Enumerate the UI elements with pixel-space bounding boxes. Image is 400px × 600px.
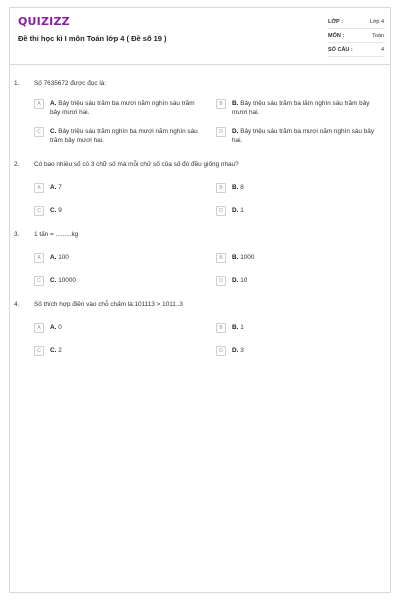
- option-text: 1: [240, 207, 244, 214]
- meta-row-count: [328, 43, 384, 57]
- option-letter-box: C: [34, 346, 44, 356]
- option-prefix: A.: [50, 100, 57, 107]
- option-prefix: C.: [50, 347, 57, 354]
- option-letter-box: D: [216, 206, 226, 216]
- option-letter-box: D: [216, 127, 226, 137]
- option-c[interactable]: [34, 206, 204, 216]
- option-letter-box: D: [216, 276, 226, 286]
- option-letter-box: C: [34, 206, 44, 216]
- question-number: 1.: [14, 80, 20, 87]
- option-b[interactable]: [216, 253, 386, 263]
- option-text: Bảy triệu sáu trăm ba mươi năm nghìn sáu bảy hai.: [232, 128, 375, 144]
- option-d[interactable]: [216, 346, 386, 356]
- question-number: 3.: [14, 231, 20, 238]
- option-letter-box: D: [216, 346, 226, 356]
- question-text: Có bao nhiêu số có 3 chữ số mà mỗi chữ số của số đó đều giống nhau?: [34, 161, 239, 168]
- option-b[interactable]: [216, 183, 386, 193]
- option-prefix: A.: [50, 254, 57, 261]
- option-text: 10000: [58, 277, 76, 284]
- option-c[interactable]: [34, 346, 204, 356]
- option-prefix: C.: [50, 207, 57, 214]
- option-prefix: C.: [50, 277, 57, 284]
- option-letter-box: A: [34, 99, 44, 109]
- option-text: Bảy triệu sáu trăm nghìn ba mươi năm nghìn sáu trăm bảy mươi hai.: [50, 128, 198, 144]
- option-d[interactable]: [216, 206, 386, 216]
- option-letter-box: B: [216, 99, 226, 109]
- option-prefix: C.: [50, 128, 57, 135]
- worksheet-page: [9, 7, 391, 593]
- question-text: 1 tấn = .........kg: [34, 231, 79, 238]
- option-d[interactable]: [216, 276, 386, 286]
- meta-value: Lớp 4: [369, 18, 384, 25]
- question-text: Số thích hợp điền vào chỗ chấm là:101113 > 1011..3: [34, 301, 183, 308]
- option-b[interactable]: [216, 99, 386, 117]
- question-number: 4.: [14, 301, 20, 308]
- meta-key: MÔN :: [328, 32, 345, 39]
- option-text: 0: [58, 324, 62, 331]
- option-a[interactable]: [34, 183, 204, 193]
- option-letter-box: B: [216, 253, 226, 263]
- option-prefix: B.: [232, 100, 239, 107]
- option-text: 10: [240, 277, 248, 284]
- meta-value: Toán: [372, 32, 384, 39]
- question-text: Số 7635672 được đọc là:: [34, 80, 107, 87]
- option-prefix: D.: [232, 128, 239, 135]
- option-letter-box: C: [34, 127, 44, 137]
- option-text: 8: [240, 184, 244, 191]
- option-text: 7: [58, 184, 62, 191]
- option-text: 3: [240, 347, 244, 354]
- option-prefix: B.: [232, 324, 239, 331]
- option-c[interactable]: [34, 127, 204, 145]
- question-number: 2.: [14, 161, 20, 168]
- meta-row-subject: [328, 29, 384, 43]
- option-prefix: A.: [50, 184, 57, 191]
- option-text: 9: [58, 207, 62, 214]
- option-letter-box: C: [34, 276, 44, 286]
- option-letter-box: A: [34, 183, 44, 193]
- option-prefix: D.: [232, 207, 239, 214]
- option-c[interactable]: [34, 276, 204, 286]
- option-text: 2: [58, 347, 62, 354]
- option-b[interactable]: [216, 323, 386, 333]
- option-prefix: D.: [232, 277, 239, 284]
- meta-row-class: [328, 15, 384, 29]
- meta-key: SỐ CÂU :: [328, 46, 353, 53]
- option-d[interactable]: [216, 127, 386, 145]
- brand-logo: QUIZIZZ: [18, 15, 70, 28]
- option-prefix: D.: [232, 347, 239, 354]
- meta-table: [328, 15, 384, 57]
- option-prefix: B.: [232, 254, 239, 261]
- option-text: 1000: [240, 254, 255, 261]
- option-letter-box: A: [34, 323, 44, 333]
- option-text: 1: [240, 324, 244, 331]
- option-prefix: A.: [50, 324, 57, 331]
- meta-key: LỚP :: [328, 18, 343, 25]
- option-prefix: B.: [232, 184, 239, 191]
- header-divider: [10, 64, 390, 65]
- option-text: 100: [58, 254, 69, 261]
- option-a[interactable]: [34, 253, 204, 263]
- option-text: Bảy triệu sáu trăm ba mươi năm nghìn sáu trăm bảy mươi hai.: [50, 100, 195, 116]
- option-a[interactable]: [34, 99, 204, 117]
- page-title: Đề thi học kì I môn Toán lớp 4 ( Đề số 19 ): [18, 34, 167, 43]
- option-a[interactable]: [34, 323, 204, 333]
- meta-value: 4: [380, 46, 384, 53]
- option-letter-box: A: [34, 253, 44, 263]
- option-text: Bảy triệu sáu trăm ba lăm nghìn sáu trăm bảy mươi hai.: [232, 100, 370, 116]
- option-letter-box: B: [216, 183, 226, 193]
- option-letter-box: B: [216, 323, 226, 333]
